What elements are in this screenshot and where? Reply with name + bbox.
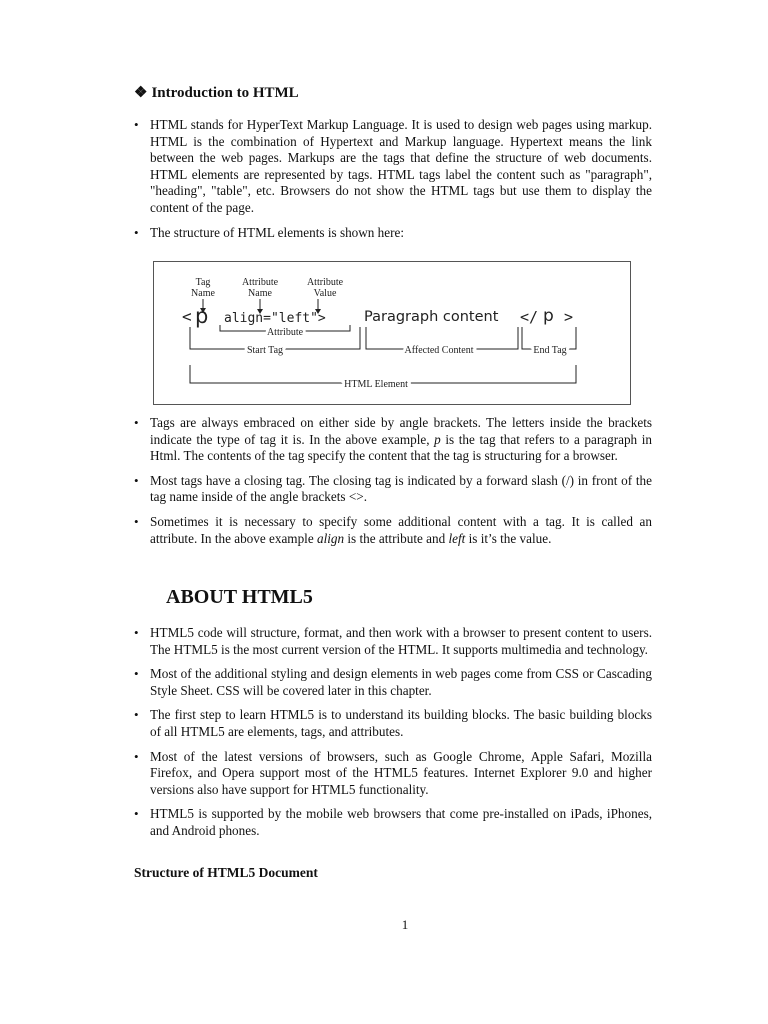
- list-item: • Most of the additional styling and design elements in web pages come from CSS or Cascading Style Sheet. CSS will be covered later in this chapter.: [150, 666, 652, 699]
- list-item: • The structure of HTML elements is shown here:: [150, 225, 652, 242]
- open-angle-bracket: <: [182, 307, 192, 326]
- list-item: • Most tags have a closing tag. The closing tag is indicated by a forward slash (/) in front of the tag name inside of the angle brackets <>.: [150, 473, 652, 506]
- attribute-code: align="left">: [224, 311, 326, 326]
- html-element-label: HTML Element: [344, 379, 408, 390]
- attribute-name-label-line2: Name: [248, 288, 272, 299]
- intro-heading-text: Introduction to HTML: [151, 85, 299, 101]
- intro-bullet-list: [150, 117, 652, 241]
- attribute-label: Attribute: [266, 327, 304, 338]
- list-item: • Tags are always embraced on either side by angle brackets. The letters inside the brackets indicate the type of tag it is. In the above example, p is the tag that refers to a paragraph in Html. The contents of the tag specify the content that the tag is structuring for a browser.: [150, 415, 652, 465]
- start-tag-label: Start Tag: [246, 345, 284, 356]
- tags-bullet-list: [150, 415, 652, 547]
- about-html5-heading: ABOUT HTML5: [166, 586, 313, 608]
- list-item: • HTML stands for HyperText Markup Language. It is used to design web pages using markup. HTML is the combination of Hypertext and Markup language. Hypertext means the link between the web pages. Markups are the tags that define the structure of web documents. HTML elements are represented by tags. HTML tags label the content such as "paragraph", "heading", "table", etc. Browsers do not show the HTML tags but use them to display the content of the page.: [150, 117, 652, 217]
- diamond-bullet-icon: ❖: [134, 85, 148, 101]
- closing-tag-letter-p: p: [543, 306, 554, 326]
- list-item: • Most of the latest versions of browsers, such as Google Chrome, Apple Safari, Mozilla Firefox, and Opera support most of the HTML5 features. Internet Explorer 9.0 and higher versions also have support for HTML5 functionality.: [150, 749, 652, 799]
- list-item: • Sometimes it is necessary to specify some additional content with a tag. It is called an attribute. In the above example align is the attribute and left is it’s the value.: [150, 514, 652, 547]
- list-item: • HTML5 is supported by the mobile web browsers that come pre-installed on iPads, iPhones, and Android phones.: [150, 806, 652, 839]
- tag-letter-p: p: [195, 304, 209, 328]
- tag-name-label-line1: Tag: [195, 277, 211, 288]
- end-tag-label: End Tag: [533, 345, 567, 356]
- intro-heading: [134, 84, 299, 102]
- attribute-value-label-line2: Value: [313, 288, 337, 299]
- about-bullet-list: [150, 625, 652, 840]
- list-item: • HTML5 code will structure, format, and then work with a browser to present content to users. The HTML5 is the most current version of the HTML. It supports multimedia and technology.: [150, 625, 652, 658]
- tag-name-label-line2: Name: [191, 288, 215, 299]
- attribute-value-label-line1: Attribute: [306, 277, 344, 288]
- paragraph-content-text: Paragraph content: [364, 309, 499, 325]
- closing-tag-open: </: [520, 308, 539, 326]
- structure-html5-heading: Structure of HTML5 Document: [134, 865, 318, 880]
- structure-diagram: [154, 262, 632, 406]
- html-element-structure-figure: [153, 261, 631, 405]
- affected-content-label: Affected Content: [404, 345, 474, 356]
- closing-tag-close: >: [564, 308, 574, 326]
- list-item: • The first step to learn HTML5 is to understand its building blocks. The basic building blocks of all HTML5 are elements, tags, and attributes.: [150, 707, 652, 740]
- page-number: 1: [401, 917, 409, 932]
- attribute-name-label-line1: Attribute: [241, 277, 279, 288]
